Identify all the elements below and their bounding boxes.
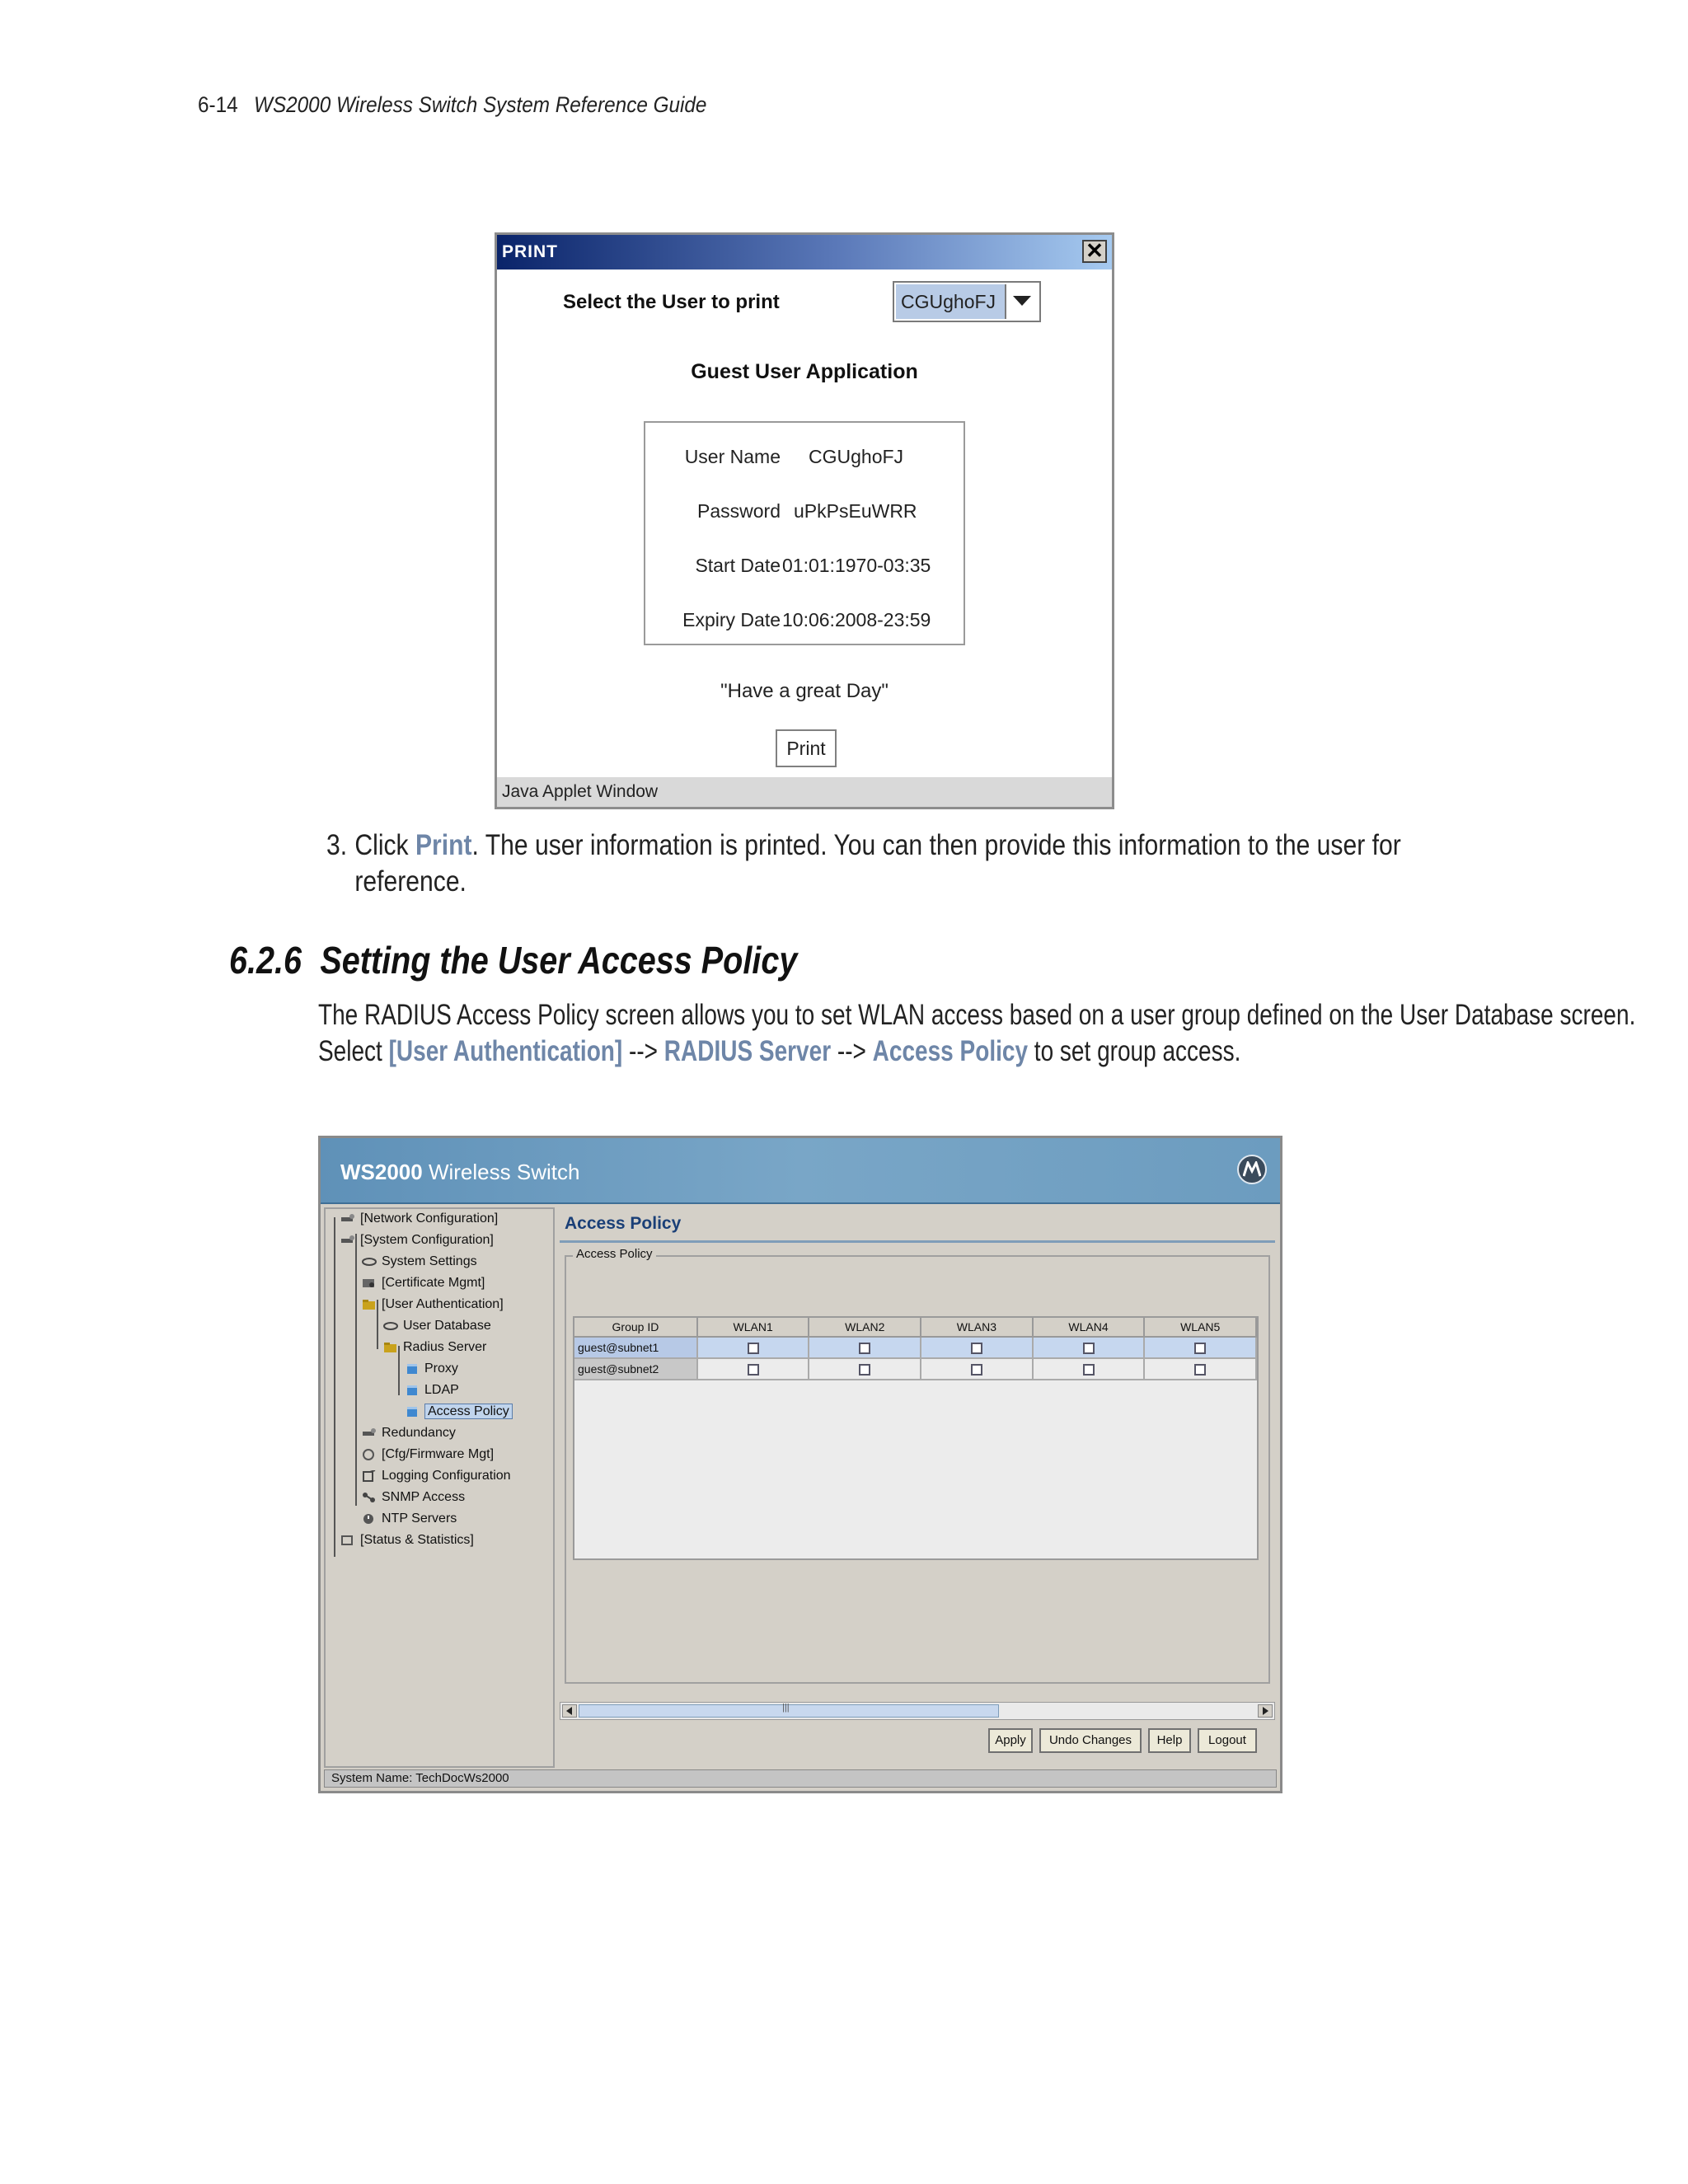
scroll-left-icon[interactable]: [562, 1704, 577, 1718]
column-header[interactable]: WLAN2: [809, 1318, 921, 1337]
tree-item-access-policy[interactable]: [405, 1402, 513, 1422]
folder-icon: [383, 1340, 400, 1352]
dialog-title-bar: [497, 235, 1112, 269]
scroll-grip: |||: [782, 1703, 790, 1713]
tree-label: SNMP Access: [382, 1490, 466, 1504]
content-title: Access Policy: [565, 1214, 682, 1233]
info-value: 01:01:1970-03:35: [782, 555, 931, 576]
tree-item-user-authentication[interactable]: [362, 1295, 504, 1315]
system-name-status: System Name: TechDocWs2000: [324, 1769, 1277, 1788]
motorola-logo-icon: [1237, 1155, 1267, 1184]
title-divider: [560, 1240, 1275, 1243]
tree-label: System Settings: [382, 1254, 477, 1268]
section-paragraph: [318, 997, 1670, 1070]
network-icon: [362, 1490, 378, 1502]
access-policy-link[interactable]: Access Policy: [872, 1035, 1029, 1067]
app-banner: [321, 1138, 1280, 1204]
tree-item-ntp-servers[interactable]: [362, 1509, 457, 1529]
tree-item-proxy[interactable]: [405, 1359, 458, 1379]
tree-item-system-configuration[interactable]: [340, 1230, 494, 1250]
arrow-text: -->: [831, 1035, 873, 1067]
print-link[interactable]: Print: [415, 829, 472, 861]
log-icon: [362, 1469, 378, 1480]
tree-label: [System Configuration]: [360, 1233, 494, 1247]
undo-changes-button[interactable]: Undo Changes: [1039, 1728, 1142, 1753]
tree-label: User Database: [403, 1319, 491, 1333]
tree-item-cfg-firmware-mgt[interactable]: [362, 1445, 494, 1465]
user-select-value: CGUghoFJ: [896, 284, 1005, 319]
wlan-checkbox[interactable]: [748, 1343, 759, 1354]
tree-label: Proxy: [424, 1361, 458, 1376]
step-text-after: . The user information is printed. You can then provide this information to the user for reference.: [354, 829, 1401, 898]
group-id-cell: guest@subnet2: [574, 1358, 697, 1380]
chevron-down-icon[interactable]: [1005, 284, 1038, 319]
content-pane: [560, 1207, 1275, 1768]
tree-item-logging-configuration[interactable]: [362, 1466, 511, 1486]
print-dialog: [495, 232, 1114, 809]
applet-status-bar: Java Applet Window: [497, 777, 1112, 807]
radius-server-link[interactable]: RADIUS Server: [663, 1035, 832, 1067]
greeting-text: "Have a great Day": [720, 680, 889, 702]
firmware-icon: [362, 1447, 378, 1459]
scroll-right-icon[interactable]: [1258, 1704, 1273, 1718]
ws2000-app-window: [318, 1136, 1282, 1793]
arrow-text: -->: [622, 1035, 664, 1067]
para-text: The RADIUS Access Policy screen allows you to set WLAN access based on a user group defined on the User Database screen. Select: [318, 999, 1636, 1067]
info-label: Start Date: [695, 555, 781, 576]
column-header[interactable]: WLAN3: [921, 1318, 1033, 1337]
tree-item-radius-server[interactable]: [383, 1338, 486, 1357]
info-value: 10:06:2008-23:59: [782, 609, 931, 630]
column-header[interactable]: WLAN1: [697, 1318, 809, 1337]
tree-item-network-configuration[interactable]: [340, 1209, 498, 1229]
tree-item-redundancy[interactable]: [362, 1423, 456, 1443]
wlan-checkbox[interactable]: [1194, 1343, 1206, 1354]
info-label: Password: [697, 500, 781, 522]
tree-item-certificate-mgmt[interactable]: [362, 1273, 485, 1293]
horizontal-scrollbar[interactable]: [560, 1702, 1275, 1720]
wlan-checkbox[interactable]: [971, 1343, 982, 1354]
print-button[interactable]: Print: [776, 729, 837, 767]
tree-label: Radius Server: [403, 1340, 487, 1354]
tree-item-ldap[interactable]: [405, 1380, 459, 1400]
group-id-cell: guest@subnet1: [574, 1337, 697, 1358]
wlan-checkbox[interactable]: [1194, 1364, 1206, 1376]
logout-button[interactable]: Logout: [1198, 1728, 1257, 1753]
user-select[interactable]: [893, 281, 1041, 322]
wlan-checkbox[interactable]: [748, 1364, 759, 1376]
tree-label: NTP Servers: [382, 1511, 457, 1526]
tree-item-system-settings[interactable]: [362, 1252, 477, 1272]
page-number: 6-14: [198, 92, 238, 117]
tree-label: LDAP: [424, 1383, 459, 1397]
tree-label: [User Authentication]: [382, 1297, 504, 1311]
tree-item-snmp-access[interactable]: [362, 1488, 465, 1507]
tree-item-status-statistics[interactable]: [340, 1530, 474, 1550]
dialog-title: PRINT: [502, 242, 558, 261]
info-label: User Name: [684, 446, 781, 467]
tree-item-user-database[interactable]: [383, 1316, 491, 1336]
info-label: Expiry Date: [682, 609, 781, 630]
settings-icon: [362, 1254, 378, 1266]
wlan-checkbox[interactable]: [971, 1364, 982, 1376]
database-icon: [383, 1319, 400, 1330]
section-heading: [229, 938, 797, 982]
user-authentication-link[interactable]: [User Authentication]: [388, 1035, 623, 1067]
brand-bold: WS2000: [340, 1160, 423, 1184]
info-value: CGUghoFJ: [809, 446, 904, 467]
wlan-checkbox[interactable]: [859, 1343, 870, 1354]
tree-label: [Cfg/Firmware Mgt]: [382, 1447, 495, 1461]
column-header[interactable]: WLAN4: [1033, 1318, 1145, 1337]
column-header[interactable]: WLAN5: [1144, 1318, 1256, 1337]
tools-icon: [362, 1426, 378, 1437]
certificate-icon: [362, 1276, 378, 1287]
tree-label: [Certificate Mgmt]: [382, 1276, 485, 1290]
help-button[interactable]: Help: [1148, 1728, 1191, 1753]
para-end: to set group access.: [1028, 1035, 1241, 1067]
table-row[interactable]: [574, 1358, 1256, 1380]
tree-label: [Status & Statistics]: [360, 1533, 474, 1547]
table-row[interactable]: [574, 1337, 1256, 1358]
folder-icon: [362, 1297, 378, 1309]
section-number: 6.2.6: [229, 939, 302, 982]
app-brand: [340, 1160, 579, 1185]
tree-line: [334, 1217, 335, 1557]
step-text-before: Click: [354, 829, 415, 861]
brand-rest: Wireless Switch: [422, 1160, 580, 1184]
guide-title: WS2000 Wireless Switch System Reference Guide: [254, 92, 707, 117]
navigation-tree: [324, 1207, 555, 1768]
step-text: [354, 827, 1418, 900]
stats-icon: [340, 1533, 357, 1544]
section-title: Setting the User Access Policy: [320, 939, 798, 982]
table-header-row: [574, 1318, 1256, 1337]
tools-icon: [340, 1212, 357, 1223]
access-policy-table: [573, 1316, 1259, 1560]
info-value: uPkPsEuWRR: [794, 500, 917, 522]
tree-label: Redundancy: [382, 1426, 456, 1440]
tools-icon: [340, 1233, 357, 1244]
apply-button[interactable]: Apply: [988, 1728, 1033, 1753]
clock-icon: [362, 1511, 378, 1523]
tree-label: Access Policy: [424, 1404, 513, 1419]
tree-label: Logging Configuration: [382, 1469, 511, 1483]
page-icon: [405, 1361, 421, 1373]
group-label: Access Policy: [573, 1247, 656, 1261]
tree-line: [355, 1234, 357, 1506]
wlan-checkbox[interactable]: [1083, 1343, 1095, 1354]
page-icon: [405, 1404, 421, 1416]
application-heading: Guest User Application: [691, 360, 918, 383]
step-3: [326, 827, 1401, 900]
wlan-checkbox[interactable]: [1083, 1364, 1095, 1376]
close-icon[interactable]: ✕: [1082, 240, 1107, 263]
page-icon: [405, 1383, 421, 1394]
scroll-thumb[interactable]: [579, 1704, 999, 1718]
select-user-label: Select the User to print: [563, 291, 780, 313]
wlan-checkbox[interactable]: [859, 1364, 870, 1376]
user-info-box: [644, 421, 965, 645]
tree-label: [Network Configuration]: [360, 1212, 499, 1226]
step-number: 3.: [326, 829, 348, 861]
running-header: [198, 92, 706, 118]
column-header[interactable]: Group ID: [574, 1318, 697, 1337]
